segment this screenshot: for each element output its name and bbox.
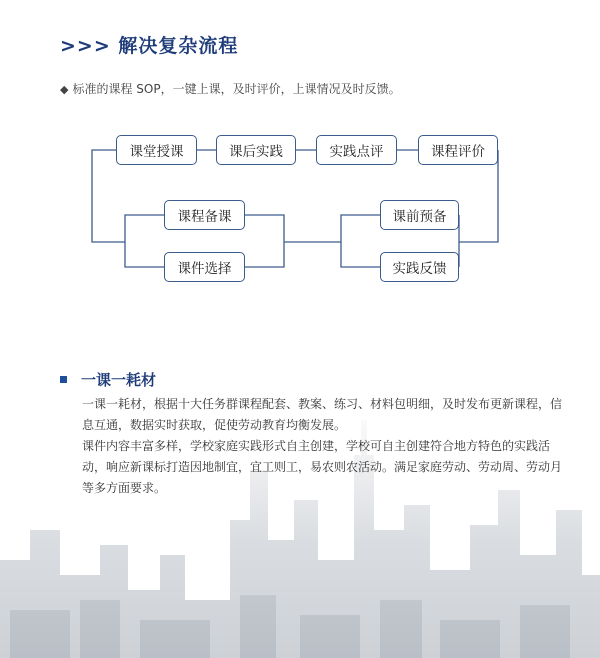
flow-node-top-1: 课堂授课	[116, 135, 197, 165]
page-heading: >>> 解决复杂流程	[60, 35, 239, 57]
flow-node-top-4: 课程评价	[418, 135, 498, 165]
body-paragraph-2: 课件内容丰富多样，学校家庭实践形式自主创建，学校可自主创建符合地方特色的实践活动，响应新课标打造因地制宜，宜工则工，易农则农活动。满足家庭劳动、劳动周、劳动月等多方面要求。	[82, 439, 563, 495]
section-title	[60, 369, 156, 390]
flow-node-top-3: 实践点评	[316, 135, 397, 165]
flow-node-left-1: 课程备课	[164, 200, 245, 230]
body-paragraph-1: 一课一耗材，根据十大任务群课程配套、教案、练习、材料包明细，及时发布更新课程，信息互通，数据实时获取，促使劳动教育均衡发展。	[82, 397, 563, 432]
section-body	[82, 394, 562, 499]
section-title-text: 一课一耗材	[81, 371, 157, 389]
flow-node-left-2: 课件选择	[164, 252, 245, 282]
process-flowchart	[0, 0, 600, 320]
flow-node-right-1: 课前预备	[380, 200, 459, 230]
flowchart-connectors	[0, 0, 600, 320]
square-marker-icon	[60, 376, 67, 383]
diamond-bullet-icon: ◆	[60, 83, 69, 96]
intro-text: 标准的课程 SOP，一键上课，及时评价，上课情况及时反馈。	[72, 82, 401, 96]
flow-node-right-2: 实践反馈	[380, 252, 459, 282]
flow-node-top-2: 课后实践	[216, 135, 296, 165]
